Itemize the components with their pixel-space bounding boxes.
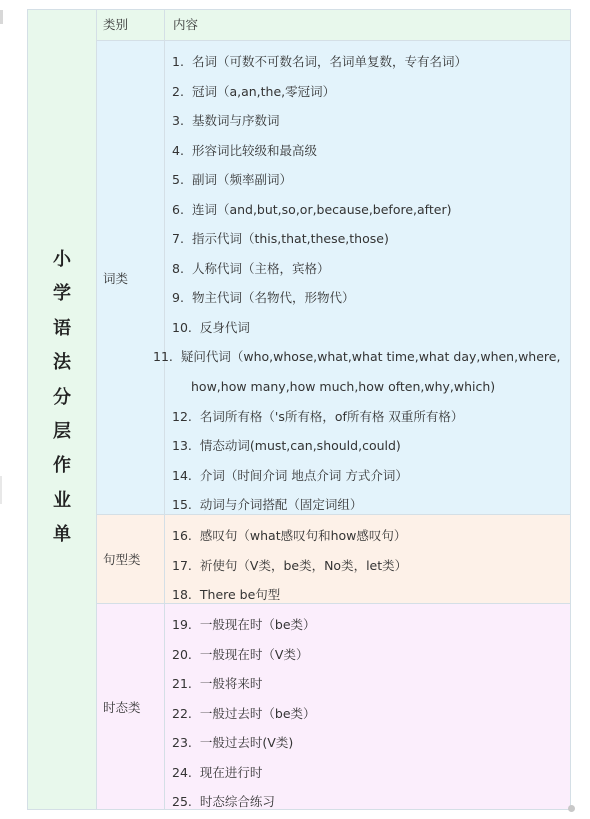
grammar-table — [27, 9, 571, 810]
list-item: 10. 反身代词 — [172, 319, 250, 335]
list-item: 15. 动词与介词搭配（固定词组） — [172, 497, 363, 513]
group-content — [165, 521, 570, 610]
list-item: 12. 名词所有格（'s所有格，of所有格 双重所有格） — [172, 408, 464, 424]
list-item: 2. 冠词（a,an,the,零冠词） — [172, 83, 336, 99]
list-item: 21. 一般将来时 — [172, 676, 263, 692]
group-content — [165, 610, 570, 817]
header-content: 内容 — [173, 17, 199, 32]
left-edge-marker — [0, 476, 2, 504]
list-item: 7. 指示代词（this,that,these,those) — [172, 231, 389, 247]
list-item: 17. 祈使句（V类，be类，No类，let类） — [172, 557, 408, 573]
list-item: 6. 连词（and,but,so,or,because,before,after) — [172, 201, 452, 217]
list-item: 22. 一般过去时（be类） — [172, 705, 316, 721]
header-category: 类别 — [97, 10, 165, 40]
group-tenses — [97, 604, 570, 809]
list-item: 8. 人称代词（主格，宾格） — [172, 260, 330, 276]
side-title: 小 学 语 法 分 层 作 业 单 — [53, 249, 71, 546]
group-word-class — [97, 41, 570, 515]
list-item: 16. 感叹句（what感叹句和how感叹句） — [172, 528, 407, 543]
list-item: 25. 时态综合练习 — [172, 794, 275, 810]
list-item: 19. 一般现在时（be类） — [172, 617, 316, 632]
list-item: 5. 副词（频率副词） — [172, 172, 292, 188]
list-item: 18. There be句型 — [172, 587, 281, 603]
list-item: 13. 情态动词(must,can,should,could) — [172, 438, 401, 454]
left-edge-marker — [0, 10, 3, 24]
list-item: 14. 介词（时间介词 地点介词 方式介词） — [172, 467, 408, 483]
group-category: 时态类 — [97, 604, 165, 809]
side-title-column — [28, 10, 97, 809]
list-item: 24. 现在进行时 — [172, 764, 263, 780]
table-header — [97, 10, 570, 41]
group-content — [153, 47, 570, 520]
list-item: 11. 疑问代词（who,whose,what,what time,what day,when,where, how,how many,how much,how often,why,which) — [153, 349, 561, 395]
list-item: 23. 一般过去时(V类) — [172, 735, 294, 751]
list-item: 9. 物主代词（名物代，形物代） — [172, 290, 355, 306]
list-item: 4. 形容词比较级和最高级 — [172, 142, 317, 158]
list-item: 3. 基数词与序数词 — [172, 113, 280, 129]
group-sentence-patterns — [97, 515, 570, 604]
resize-handle[interactable] — [568, 805, 575, 812]
list-item: 1. 名词（可数不可数名词，名词单复数，专有名词） — [172, 54, 467, 69]
list-item: 20. 一般现在时（V类） — [172, 646, 309, 662]
group-category: 词类 — [97, 41, 165, 514]
group-category: 句型类 — [97, 515, 165, 603]
